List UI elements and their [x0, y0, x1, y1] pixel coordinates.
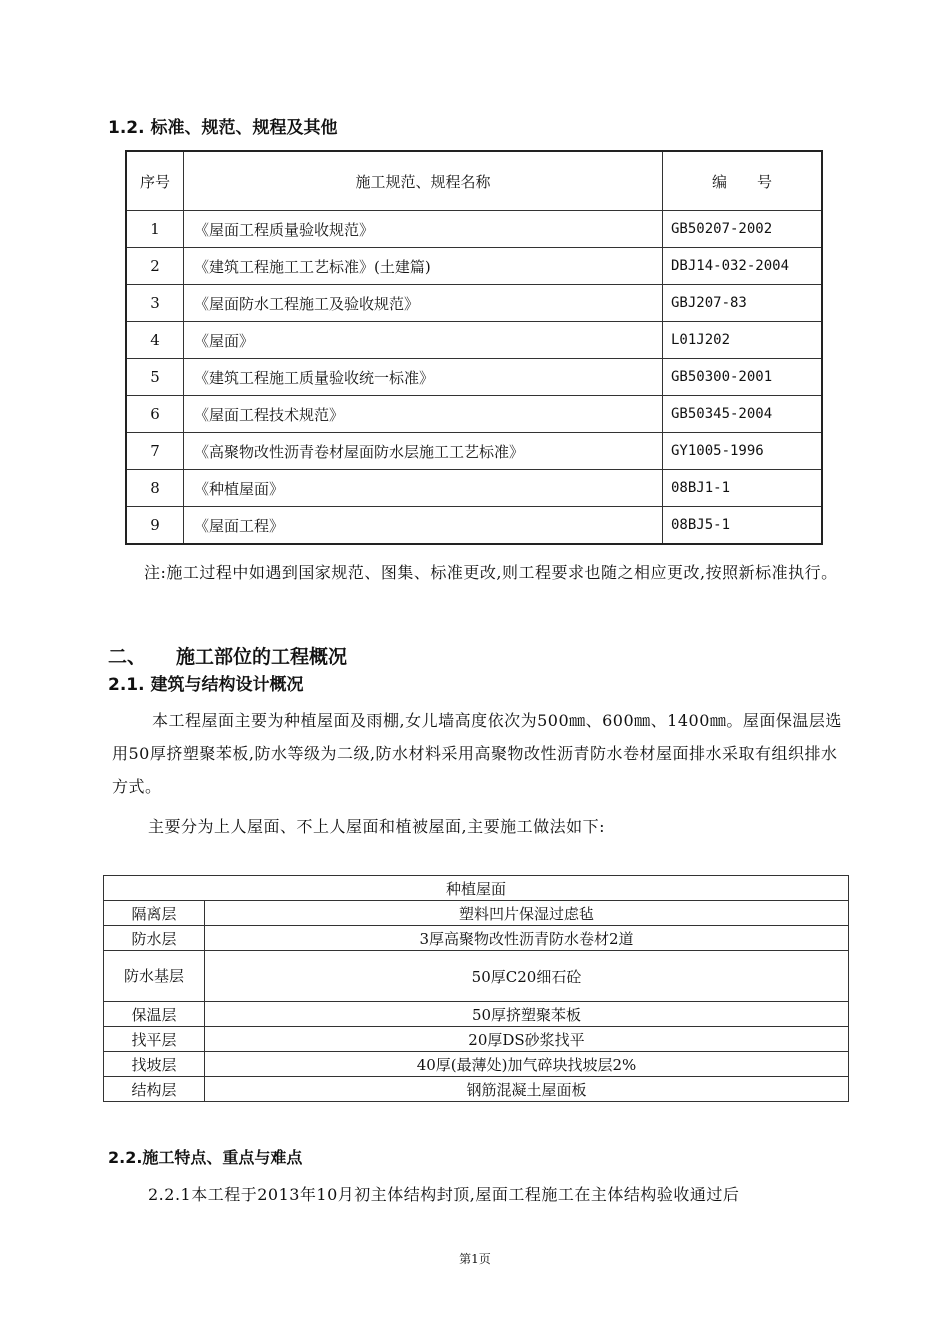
row-number: 9 — [126, 507, 184, 545]
standards-table — [125, 150, 823, 545]
design-overview-paragraph — [112, 704, 847, 803]
row-standard-code: GB50207-2002 — [663, 211, 823, 248]
row-number: 6 — [126, 396, 184, 433]
row-standard-code: DBJ14-032-2004 — [663, 248, 823, 285]
para1-text: 本工程屋面主要为种植屋面及雨棚,女儿墙高度依次为500㎜、600㎜、1400㎜。屋面保温层选用50厚挤塑聚苯板,防水等级为二级,防水材料采用高聚物改性沥青防水卷材屋面排水采取有组织排水方式。 — [112, 711, 842, 796]
roof-table-title-row — [104, 876, 849, 901]
roof-layer-spec: 40厚(最薄处)加气碎块找坡层2% — [205, 1052, 849, 1077]
table-row — [126, 248, 822, 285]
roof-layer-row — [104, 1027, 849, 1052]
roof-layer-spec: 钢筋混凝土屋面板 — [205, 1077, 849, 1102]
row-number: 5 — [126, 359, 184, 396]
roof-types-paragraph: 主要分为上人屋面、不上人屋面和植被屋面,主要施工做法如下: — [148, 817, 605, 836]
roof-layer-row — [104, 951, 849, 1002]
roof-layer-row — [104, 1002, 849, 1027]
row-standard-code: 08BJ5-1 — [663, 507, 823, 545]
roof-layer-name: 防水基层 — [104, 951, 205, 1002]
row-standard-code: GB50300-2001 — [663, 359, 823, 396]
section-1-2-heading: 1.2. 标准、规范、规程及其他 — [108, 118, 338, 138]
section-2-number: 二、 — [108, 646, 147, 668]
table-header-row — [126, 151, 822, 211]
roof-layer-row — [104, 1077, 849, 1102]
row-standard-name: 《屋面》 — [184, 322, 663, 359]
roof-table-title: 种植屋面 — [104, 876, 849, 901]
table-row — [126, 322, 822, 359]
planting-roof-table — [103, 875, 849, 1102]
table-row — [126, 211, 822, 248]
roof-layer-row — [104, 1052, 849, 1077]
row-number: 1 — [126, 211, 184, 248]
roof-layer-row — [104, 926, 849, 951]
row-number: 8 — [126, 470, 184, 507]
table-row — [126, 396, 822, 433]
row-standard-name: 《屋面防水工程施工及验收规范》 — [184, 285, 663, 322]
row-number: 2 — [126, 248, 184, 285]
roof-layer-row — [104, 901, 849, 926]
row-standard-name: 《高聚物改性沥青卷材屋面防水层施工工艺标准》 — [184, 433, 663, 470]
row-standard-name: 《屋面工程》 — [184, 507, 663, 545]
page-footer: 第1页 — [459, 1252, 491, 1266]
header-number: 序号 — [126, 151, 184, 211]
row-standard-name: 《屋面工程技术规范》 — [184, 396, 663, 433]
row-standard-code: GY1005-1996 — [663, 433, 823, 470]
standards-note — [108, 558, 843, 588]
row-number: 7 — [126, 433, 184, 470]
row-standard-name: 《屋面工程质量验收规范》 — [184, 211, 663, 248]
header-code: 编 号 — [663, 151, 823, 211]
header-name: 施工规范、规程名称 — [184, 151, 663, 211]
row-standard-name: 《建筑工程施工工艺标准》(土建篇) — [184, 248, 663, 285]
table-row — [126, 507, 822, 545]
row-standard-name: 《建筑工程施工质量验收统一标准》 — [184, 359, 663, 396]
roof-layer-spec: 20厚DS砂浆找平 — [205, 1027, 849, 1052]
roof-layer-spec: 50厚挤塑聚苯板 — [205, 1002, 849, 1027]
roof-layer-spec: 3厚高聚物改性沥青防水卷材2道 — [205, 926, 849, 951]
row-standard-code: GBJ207-83 — [663, 285, 823, 322]
note-text: 注:施工过程中如遇到国家规范、图集、标准更改,则工程要求也随之相应更改,按照新标准执行。 — [144, 563, 838, 582]
roof-layer-name: 找平层 — [104, 1027, 205, 1052]
roof-layer-name: 保温层 — [104, 1002, 205, 1027]
roof-layer-spec: 塑料凹片保湿过虑毡 — [205, 901, 849, 926]
table-row — [126, 359, 822, 396]
section-2-1-heading: 2.1. 建筑与结构设计概况 — [108, 675, 304, 695]
roof-layer-name: 防水层 — [104, 926, 205, 951]
row-number: 4 — [126, 322, 184, 359]
table-row — [126, 470, 822, 507]
row-standard-code: GB50345-2004 — [663, 396, 823, 433]
roof-layer-name: 隔离层 — [104, 901, 205, 926]
roof-layer-name: 找坡层 — [104, 1052, 205, 1077]
roof-layer-spec: 50厚C20细石砼 — [205, 951, 849, 1002]
row-number: 3 — [126, 285, 184, 322]
section-2-heading: 施工部位的工程概况 — [176, 646, 348, 668]
section-2-2-heading: 2.2.施工特点、重点与难点 — [108, 1148, 303, 1167]
row-standard-code: 08BJ1-1 — [663, 470, 823, 507]
row-standard-name: 《种植屋面》 — [184, 470, 663, 507]
roof-layer-name: 结构层 — [104, 1077, 205, 1102]
table-row — [126, 285, 822, 322]
construction-features-paragraph: 2.2.1本工程于2013年10月初主体结构封顶,屋面工程施工在主体结构验收通过后 — [148, 1185, 740, 1204]
row-standard-code: L01J202 — [663, 322, 823, 359]
table-row — [126, 433, 822, 470]
